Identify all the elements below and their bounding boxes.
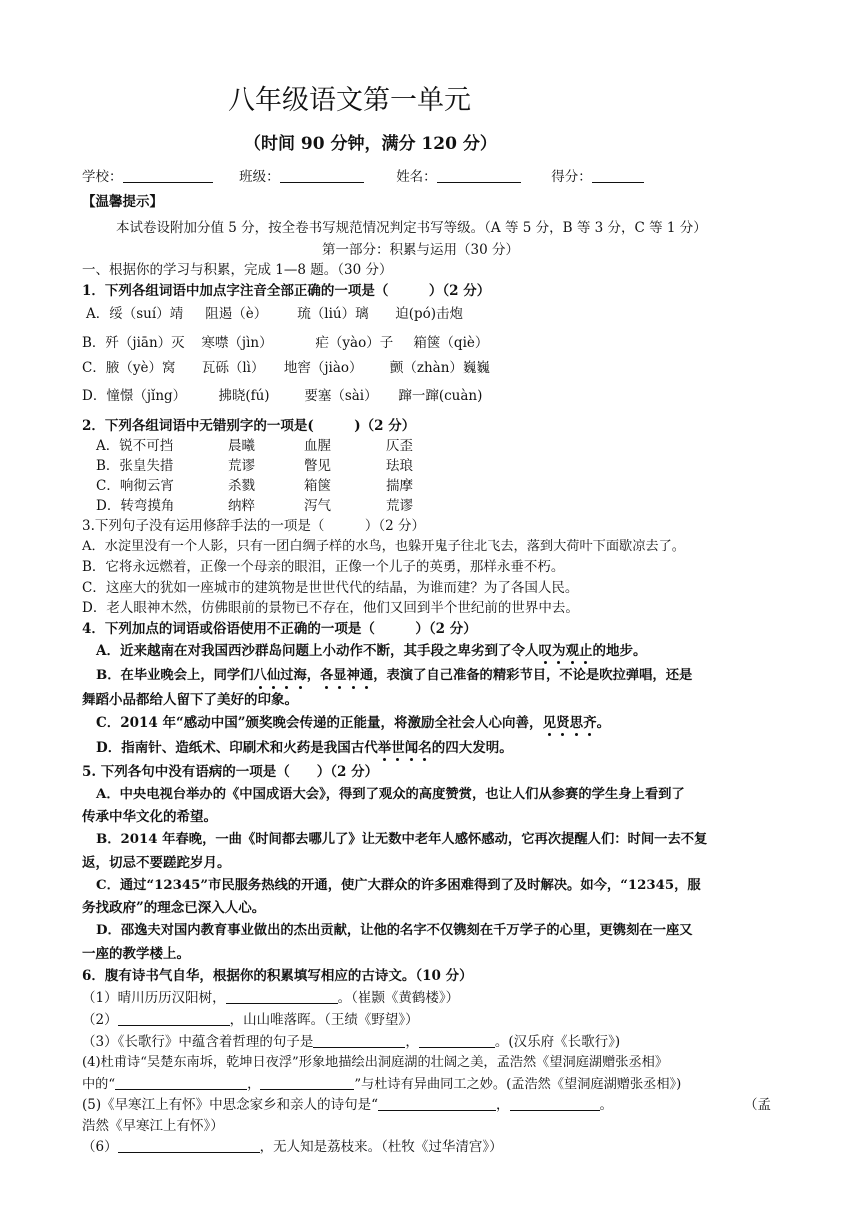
option-item: C．响彻云宵 xyxy=(96,478,174,494)
q5-option-d-cont: 一座的教学楼上。 xyxy=(82,946,190,962)
option-item: 阻遏（è） xyxy=(205,306,268,322)
part1-intro: 一、根据你的学习与积累，完成 1—8 题。（30 分） xyxy=(82,262,393,278)
option-label: D． xyxy=(82,388,107,404)
option-item: 瓦砾（lì） xyxy=(201,360,265,376)
sentence-text: B．在毕业晚会上，同学们 xyxy=(96,668,254,683)
option-item: 晨曦 xyxy=(228,438,255,454)
dotted-phrase: 叹为观止 xyxy=(538,643,593,659)
score-blank[interactable] xyxy=(592,167,644,183)
sentence-text: A．近来越南在对我国西沙群岛问题上小动作不断，其手段之卑劣到了令人 xyxy=(96,643,539,659)
option-item: D．转弯摸角 xyxy=(96,498,175,514)
q1-stem: 1．下列各组词语中加点字注音全部正确的一项是（ ）（2 分） xyxy=(82,283,491,299)
q6-line-1 xyxy=(82,988,459,1008)
class-label: 班级： xyxy=(239,169,280,185)
sentence-text: 的地步。 xyxy=(592,643,647,659)
info-fields-row xyxy=(82,167,644,187)
exam-title: 八年级语文第一单元 xyxy=(228,85,471,116)
poem-text: （2） xyxy=(82,1012,118,1028)
name-blank[interactable] xyxy=(437,167,521,183)
answer-blank[interactable] xyxy=(115,1074,247,1090)
q4-option-b[interactable] xyxy=(96,666,692,686)
answer-blank[interactable] xyxy=(378,1095,496,1111)
option-item: 荒谬 xyxy=(386,498,413,514)
score-label: 得分： xyxy=(551,169,592,185)
option-label: A． xyxy=(86,306,110,322)
sentence-text: D．指南针、造纸术、印刷术和火药是我国古代 xyxy=(96,740,378,756)
sentence-text: C．2014 年“感动中国”颁奖晚会传递的正能量，将激励全社会人心向善， xyxy=(96,715,543,731)
tips-text: 本试卷设附加分值 5 分，按全卷书写规范情况判定书写等级。（A 等 5 分，B 等 3 分，C 等 1 分） xyxy=(116,220,707,236)
poem-text: (5)《早寒江上有怀》中思念家乡和亲人的诗句是“ xyxy=(82,1097,379,1113)
q6-line-4: (4)杜甫诗“吴楚东南坼，乾坤日夜浮”形象地描绘出洞庭湖的壮阔之美，孟浩然《望洞庭湖赠张丞相》 xyxy=(82,1055,669,1070)
option-item: 绥（suí）靖 xyxy=(109,306,184,322)
q6-line-3 xyxy=(82,1032,620,1052)
q1-option-a[interactable] xyxy=(86,304,463,324)
q6-line-4-cont xyxy=(82,1074,681,1095)
option-item: 要塞（sài） xyxy=(304,388,378,404)
answer-blank[interactable] xyxy=(313,1032,405,1048)
q2-option-b[interactable] xyxy=(96,456,413,476)
q1-option-d[interactable] xyxy=(82,386,482,406)
q2-stem: 2．下列各组词语中无错别字的一项是( )（2 分） xyxy=(82,418,416,434)
part1-title: 第一部分：积累与运用（30 分） xyxy=(322,242,519,258)
q6-line-5-source: （孟 xyxy=(744,1097,771,1113)
poem-text: ”与杜诗有异曲同工之妙。(孟浩然《望洞庭湖赠张丞相》) xyxy=(354,1077,682,1092)
q5-option-d[interactable]: D．邵逸夫对国内教育事业做出的杰出贡献，让他的名字不仅镌刻在千万学子的心里，更镌刻在一座又 xyxy=(96,923,693,938)
option-item: 揣摩 xyxy=(386,478,413,494)
option-item: 珐琅 xyxy=(386,458,413,474)
exam-subtitle: （时间 90 分钟，满分 120 分） xyxy=(244,134,497,154)
option-item: A．锐不可挡 xyxy=(96,438,174,454)
dotted-phrase: 八仙过海，各显神通 xyxy=(254,668,374,683)
q5-option-b[interactable]: B．2014 年春晚，一曲《时间都去哪儿了》让无数中老年人感怀感动，它再次提醒人们：时间一去不复 xyxy=(96,832,708,847)
q4-option-d[interactable] xyxy=(96,738,513,758)
option-item: 颤（zhàn）巍巍 xyxy=(389,360,490,376)
q5-option-b-cont: 返，切忌不要蹉跎岁月。 xyxy=(82,855,231,871)
q2-option-c[interactable] xyxy=(96,476,413,496)
q3-stem: 3.下列句子没有运用修辞手法的一项是（ ）（2 分） xyxy=(82,518,426,534)
poem-text: 。(汉乐府《长歌行》) xyxy=(494,1034,621,1050)
sentence-text: ，表演了自己准备的精彩节目，不论是吹拉弹唱，还是 xyxy=(373,668,693,683)
option-item: 纳粹 xyxy=(228,498,255,514)
q6-line-6 xyxy=(82,1137,503,1157)
poem-text: ，山山唯落晖。（王绩《野望》） xyxy=(229,1012,419,1028)
option-item: 迫(pó)击炮 xyxy=(395,306,464,322)
poem-text: （1）晴川历历汉阳树， xyxy=(82,990,226,1006)
q1-option-b[interactable] xyxy=(82,333,488,353)
q3-option-b[interactable]: B．它将永远燃着，正像一个母亲的眼泪，正像一个儿子的英勇，那样永垂不朽。 xyxy=(82,559,565,575)
q5-option-a-cont: 传承中华文化的希望。 xyxy=(82,809,217,825)
poem-text: ，无人知是荔枝来。（杜牧《过华清宫》） xyxy=(259,1139,503,1155)
option-item: 箱箧（qiè） xyxy=(413,335,489,351)
poem-text: 中的“ xyxy=(82,1077,116,1092)
answer-blank[interactable] xyxy=(510,1095,600,1111)
answer-blank[interactable] xyxy=(118,1137,260,1153)
answer-blank[interactable] xyxy=(419,1032,495,1048)
poem-text: ， xyxy=(405,1034,419,1050)
poem-text: （6） xyxy=(82,1139,118,1155)
dotted-phrase: 举世闻名 xyxy=(377,740,432,756)
option-item: 仄歪 xyxy=(386,438,413,454)
tips-heading: 【温馨提示】 xyxy=(82,194,163,210)
option-item: 憧憬（jǐng） xyxy=(106,388,187,404)
q2-option-a[interactable] xyxy=(96,436,413,456)
option-item: 地窖（jiào） xyxy=(283,360,363,376)
option-item: 寒噤（jìn） xyxy=(201,335,273,351)
q2-option-d[interactable] xyxy=(96,496,413,516)
option-label: B． xyxy=(82,335,106,351)
q6-line-5-cont: 浩然《早寒江上有怀》） xyxy=(82,1118,224,1134)
q4-option-a[interactable] xyxy=(96,641,646,661)
q5-option-a[interactable]: A．中央电视台举办的《中国成语大会》，得到了观众的高度赞赏，也让人们从参赛的学生身上看到了 xyxy=(96,787,685,802)
poem-text: 。 xyxy=(599,1097,614,1113)
option-item: 蹿一蹿(cuàn) xyxy=(398,388,483,404)
q3-option-c[interactable]: C．这座大的犹如一座城市的建筑物是世世代代的结晶，为谁而建？为了各国人民。 xyxy=(82,580,579,596)
q5-stem: 5. 下列各句中没有语病的一项是（ ）（2 分） xyxy=(82,764,379,780)
option-item: 歼（jiān）灭 xyxy=(105,335,185,351)
option-item: 泻气 xyxy=(304,498,331,514)
q5-option-c-cont: 务找政府”的理念已深入人心。 xyxy=(82,900,266,916)
q4-stem: 4．下列加点的词语或俗语使用不正确的一项是（ ）（2 分） xyxy=(82,621,477,637)
poem-text: ， xyxy=(496,1097,510,1113)
option-item: B．张皇失措 xyxy=(96,458,174,474)
sentence-text: 。 xyxy=(596,715,611,731)
q5-option-c[interactable]: C．通过“12345”市民服务热线的开通，使广大群众的许多困难得到了及时解决。如今，“12345，服 xyxy=(96,878,701,893)
option-label: C． xyxy=(82,360,106,376)
q4-option-c[interactable] xyxy=(96,713,610,733)
answer-blank[interactable] xyxy=(226,988,338,1004)
school-blank[interactable] xyxy=(123,167,213,183)
class-blank[interactable] xyxy=(280,167,364,183)
dotted-phrase: 见贤思齐 xyxy=(542,715,597,731)
option-item: 杀戮 xyxy=(228,478,255,494)
poem-text: ， xyxy=(247,1077,261,1092)
q3-option-d[interactable]: D．老人眼神木然，仿佛眼前的景物已不存在，他们又回到半个世纪前的世界中去。 xyxy=(82,600,579,616)
option-item: 瞥见 xyxy=(304,458,331,474)
option-item: 荒谬 xyxy=(228,458,255,474)
q1-option-c[interactable] xyxy=(82,358,490,378)
school-label: 学校： xyxy=(82,169,123,185)
name-label: 姓名： xyxy=(396,169,437,185)
option-item: 拂晓(fú) xyxy=(218,388,270,404)
poem-text: （3）《长歌行》中蕴含着哲理的句子是 xyxy=(82,1034,314,1050)
sentence-text: 的四大发明。 xyxy=(431,740,513,756)
q6-stem: 6．腹有诗书气自华，根据你的积累填写相应的古诗文。（10 分） xyxy=(82,968,473,984)
option-item: 腋（yè）窝 xyxy=(105,360,176,376)
poem-text: 。（崔颢《黄鹤楼》） xyxy=(337,990,460,1006)
q4-option-b-cont: 舞蹈小品都给人留下了美好的印象。 xyxy=(82,692,298,708)
option-item: 疟（yào）子 xyxy=(315,335,394,351)
answer-blank[interactable] xyxy=(260,1074,354,1090)
option-item: 血腥 xyxy=(304,438,331,454)
q3-option-a[interactable]: A．水淀里没有一个人影，只有一团白绸子样的水鸟，也躲开鬼子往北飞去，落到大荷叶下面歇凉去了。 xyxy=(82,539,685,554)
q6-line-5 xyxy=(82,1095,613,1115)
answer-blank[interactable] xyxy=(118,1010,230,1026)
option-item: 琉（liú）璃 xyxy=(297,306,369,322)
q6-line-2 xyxy=(82,1010,419,1030)
option-item: 箱箧 xyxy=(304,478,331,494)
